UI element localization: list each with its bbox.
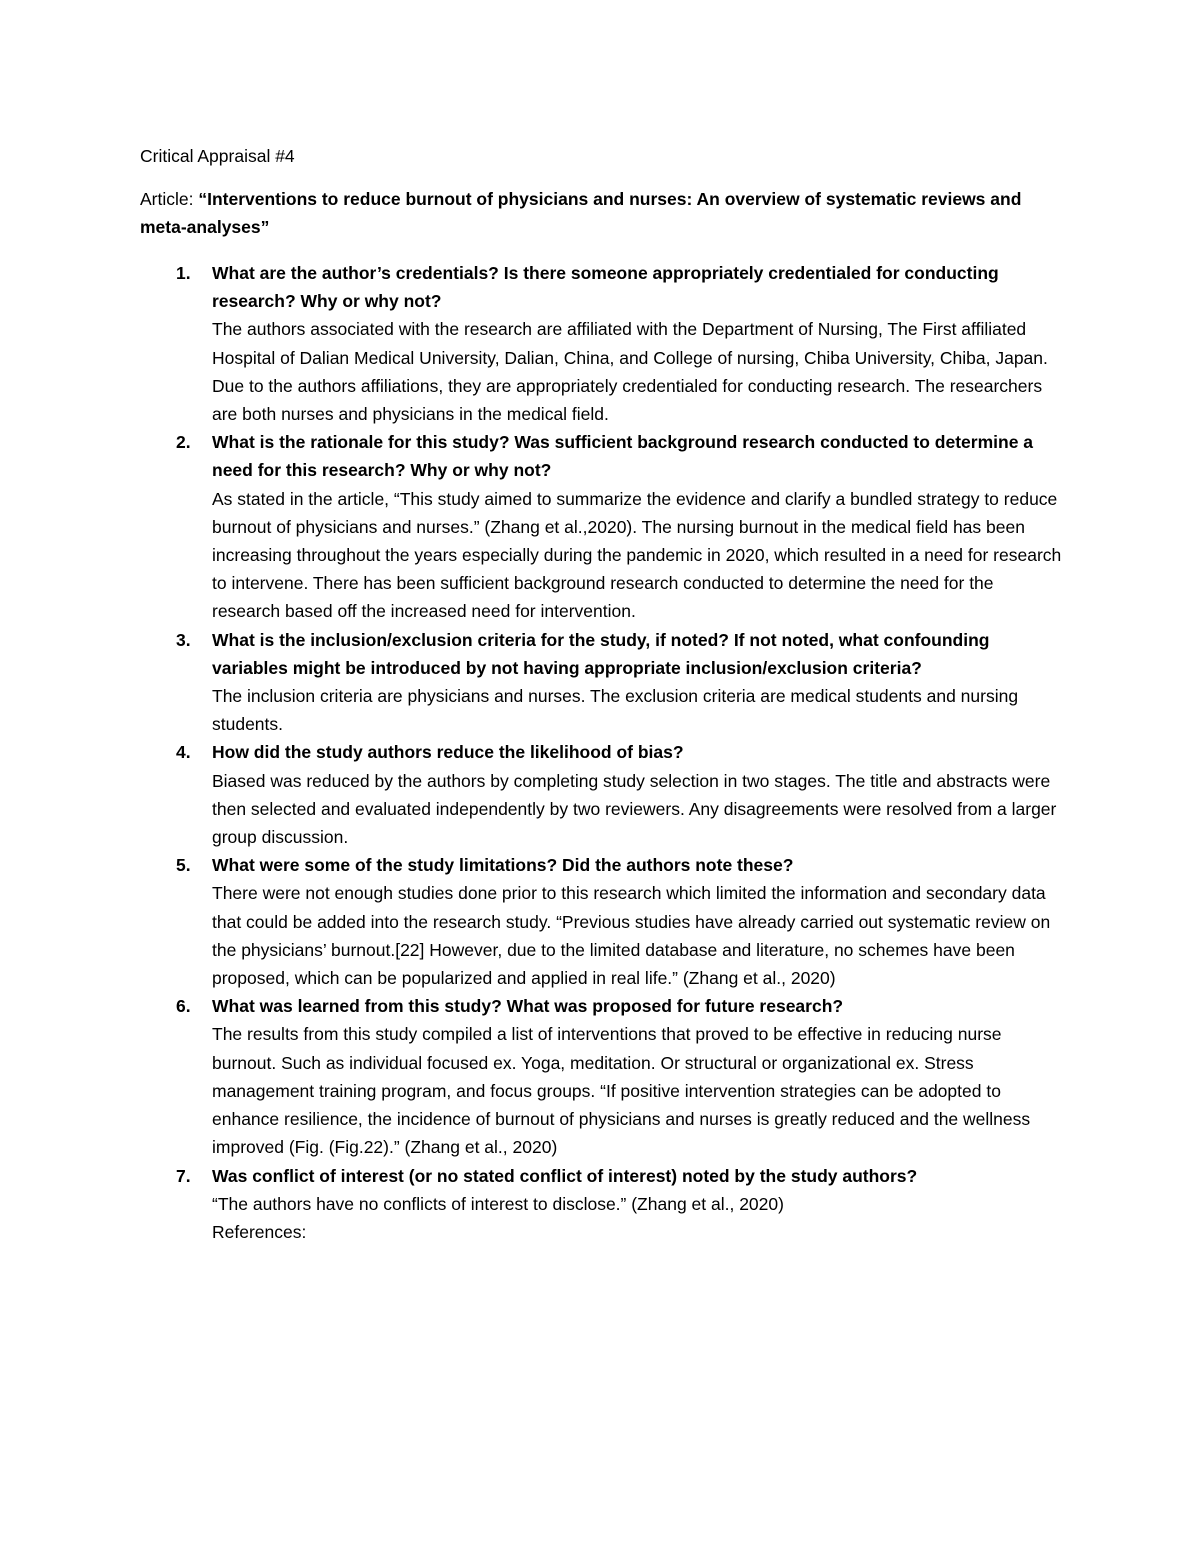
answer-text: The inclusion criteria are physicians and nurses. The exclusion criteria are medical students and nursing students. (212, 686, 1019, 735)
question-item-4 (140, 738, 1065, 851)
answer-text: There were not enough studies done prior to this research which limited the information and secondary data that could be added into the research study. “Previous studies have already carried out systematic review on the physicians’ burnout.[22] However, due to the limited database and literature, no schemes have been proposed, which can be popularized and applied in real life.” (Zhang et al., 2020) (212, 883, 1051, 989)
article-title: “Interventions to reduce burnout of physicians and nurses: An overview of systematic reviews and meta-analyses” (140, 189, 1022, 238)
question-number: 5. (176, 855, 191, 876)
references-line (140, 1218, 1065, 1246)
question-text: What is the rationale for this study? Was sufficient background research conducted to determine a need for this research? Why or why not? (212, 432, 1034, 481)
question-text: What is the inclusion/exclusion criteria for the study, if noted? If not noted, what confounding variables might be introduced by not having appropriate inclusion/exclusion criteria? (212, 629, 990, 678)
question-list (140, 259, 1065, 1246)
question-text: What was learned from this study? What was proposed for future research? (212, 996, 844, 1017)
question-number: 6. (176, 996, 191, 1017)
article-line (140, 185, 1065, 241)
question-text: Was conflict of interest (or no stated conflict of interest) noted by the study authors? (212, 1165, 918, 1186)
answer-text: The authors associated with the research are affiliated with the Department of Nursing, The First affiliated Hospital of Dalian Medical University, Dalian, China, and College of nursing, Chiba University, Chiba, Japan. Due to the authors affiliations, they are appropriately credentialed for conducting research. The researchers are both nurses and physicians in the medical field. (212, 319, 1048, 425)
answer-text: Biased was reduced by the authors by completing study selection in two stages. The title and abstracts were then selected and evaluated independently by two reviewers. Any disagreements were resolved from a larger group discussion. (212, 770, 1057, 848)
answer-text: “The authors have no conflicts of interest to disclose.” (Zhang et al., 2020) (212, 1193, 784, 1214)
document-heading: Critical Appraisal #4 (140, 146, 295, 166)
question-number: 7. (176, 1165, 191, 1186)
answer-text: The results from this study compiled a list of interventions that proved to be effective in reducing nurse burnout. Such as individual focused ex. Yoga, meditation. Or structural or organizational ex. Stress management training program, and focus groups. “If positive intervention strategies can be adopted to enhance resilience, the incidence of burnout of physicians and nurses is greatly reduced and the wellness improved (Fig. (Fig.22).” (Zhang et al., 2020) (212, 1024, 1031, 1158)
question-item-2 (140, 428, 1065, 625)
question-number: 1. (176, 263, 191, 283)
question-item-1 (140, 259, 1065, 428)
question-number: 4. (176, 742, 191, 763)
question-item-5 (140, 851, 1065, 992)
question-number: 3. (176, 629, 191, 650)
question-text: What are the author’s credentials? Is there someone appropriately credentialed for conducting research? Why or why not? (212, 263, 999, 312)
question-item-7 (140, 1162, 1065, 1218)
question-text: What were some of the study limitations? Did the authors note these? (212, 855, 794, 876)
references-label: References: (212, 1221, 307, 1242)
answer-text: As stated in the article, “This study aimed to summarize the evidence and clarify a bundled strategy to reduce burnout of physicians and nurses.” (Zhang et al.,2020). The nursing burnout in the medical field has been increasing throughout the years especially during the pandemic in 2020, which resulted in a need for research to intervene. There has been sufficient background research conducted to determine the need for the research based off the increased need for intervention. (212, 488, 1062, 622)
article-label: Article: (140, 189, 199, 209)
question-item-6 (140, 992, 1065, 1161)
question-text: How did the study authors reduce the likelihood of bias? (212, 742, 684, 763)
question-item-3 (140, 626, 1065, 739)
question-number: 2. (176, 432, 191, 453)
